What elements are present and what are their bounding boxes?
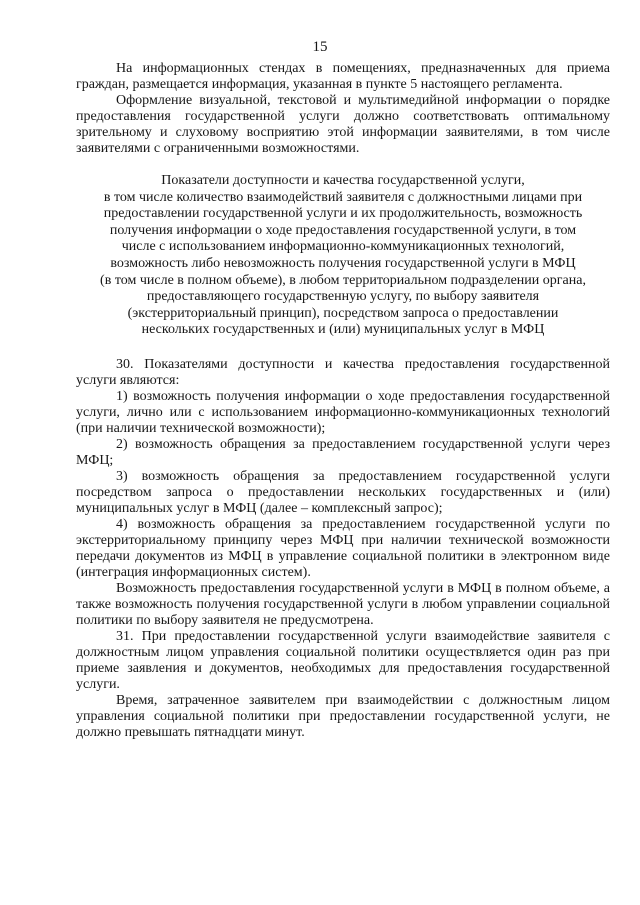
paragraph-31: 31. При предоставлении государственной услуги взаимодействие заявителя с должностным лицом управления социальной политики осуществляется один раз при приеме заявления и документов, необходимых для предоставления государственной услуги. <box>76 628 610 692</box>
section-heading <box>76 173 610 339</box>
paragraph-visual-info: Оформление визуальной, текстовой и мультимедийной информации о порядке предоставления государственной услуги должно соответствовать оптимальному зрительному и слуховому восприятию этой информации заявителями, в том числе заявителями с ограниченными возможностями. <box>76 93 610 156</box>
paragraph-30-intro: 30. Показателями доступности и качества предоставления государственной услуги являются: <box>76 356 610 388</box>
list-item-1: 1) возможность получения информации о ходе предоставления государственной услуги, лично или с использованием информационно-коммуникационных технологий (при наличии технической возможности); <box>76 388 610 436</box>
heading-line: (экстерриториальный принцип), посредством запроса о предоставлении <box>127 305 559 321</box>
heading-line: получения информации о ходе предоставления государственной услуги, в том <box>109 222 577 238</box>
paragraph-time-limit: Время, затраченное заявителем при взаимодействии с должностным лицом управления социальной политики при предоставлении государственной услуги, не должно превышать пятнадцати минут. <box>76 692 610 740</box>
heading-line: (в том числе в полном объеме), в любом территориальном подразделении органа, <box>100 272 586 288</box>
list-item-2: 2) возможность обращения за предоставлением государственной услуги через МФЦ; <box>76 436 610 468</box>
paragraph-full-volume: Возможность предоставления государственной услуги в МФЦ в полном объеме, а также возможность получения государственной услуги в любом управлении социальной политики по выбору заявителя не предусмотрена. <box>76 580 610 628</box>
list-item-4: 4) возможность обращения за предоставлением государственной услуги по экстерриториальному принципу через МФЦ при наличии технической возможности передачи документов из МФЦ в управление социальной политики в электронном виде (интеграция информационных систем). <box>76 516 610 580</box>
spacer <box>76 339 610 357</box>
heading-line: числе с использованием информационно-коммуникационных технологий, <box>121 239 565 255</box>
heading-line: предоставлении государственной услуги и их продолжительность, возможность <box>103 206 583 222</box>
list-item-3: 3) возможность обращения за предоставлением государственной услуги посредством запроса о предоставлении нескольких государственных и (или) муниципальных услуг в МФЦ (далее – комплексный запрос); <box>76 468 610 516</box>
paragraph-stands: На информационных стендах в помещениях, предназначенных для приема граждан, размещается информация, указанная в пункте 5 настоящего регламента. <box>76 61 610 92</box>
page-number: 15 <box>312 39 328 55</box>
heading-line: в том числе количество взаимодействий заявителя с должностными лицами при <box>103 189 583 205</box>
heading-line: возможность либо невозможность получения государственной услуги в МФЦ <box>110 255 576 271</box>
heading-line: предоставляющего государственную услугу, по выбору заявителя <box>146 289 540 305</box>
heading-line: нескольких государственных и (или) муниципальных услуг в МФЦ <box>141 322 545 338</box>
document-body <box>76 61 610 741</box>
heading-line: Показатели доступности и качества государственной услуги, <box>161 173 525 188</box>
